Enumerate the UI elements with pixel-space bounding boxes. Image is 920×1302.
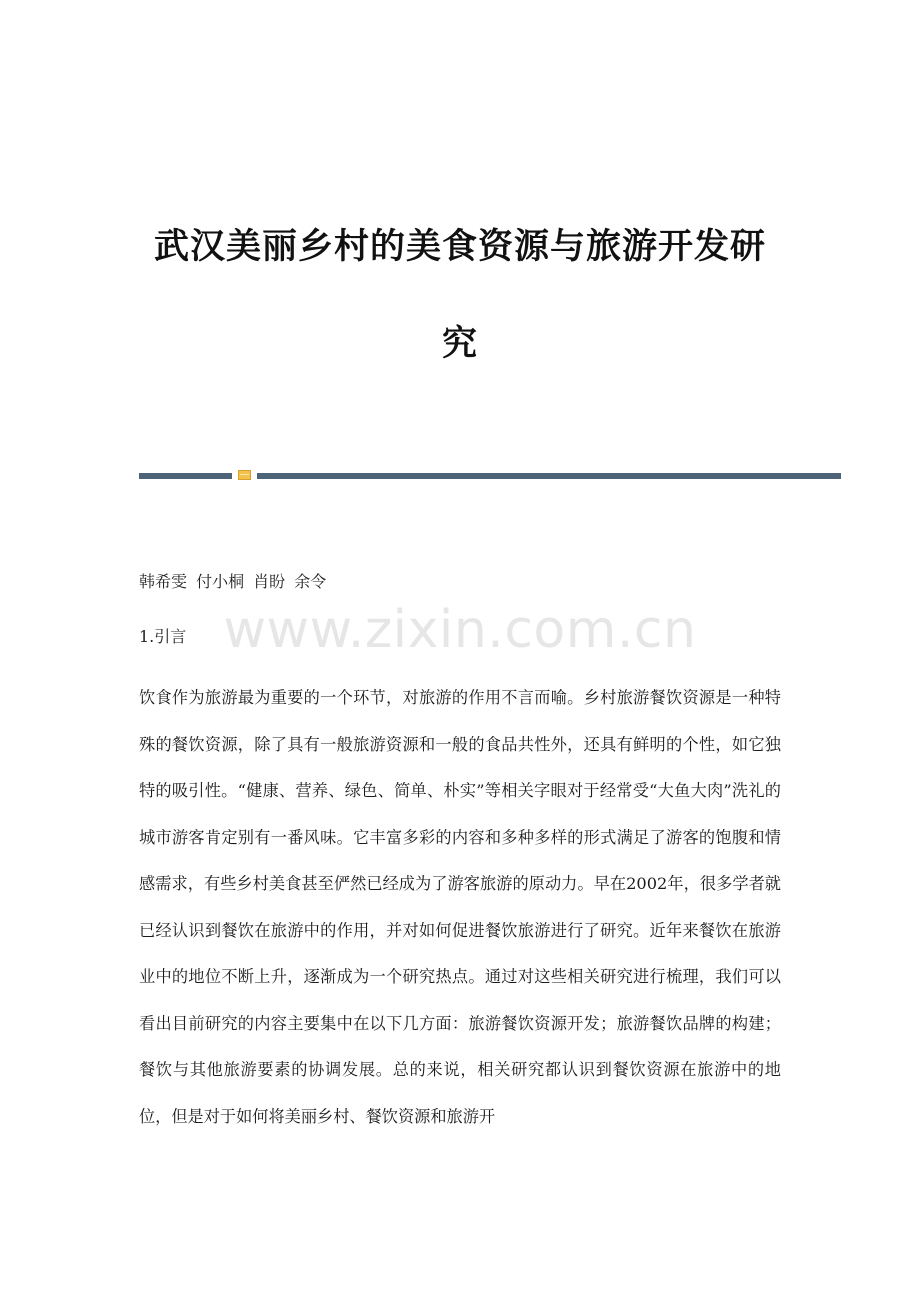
document-title-line-1: 武汉美丽乡村的美食资源与旅游开发研 [153, 227, 766, 267]
mail-icon [238, 470, 251, 480]
section-heading-introduction: 1.引言 [139, 627, 187, 646]
document-title-line-2: 究 [441, 324, 478, 364]
divider-bar-left [139, 473, 232, 479]
watermark: www.zixin.com.cn [223, 600, 697, 660]
title-divider [139, 470, 841, 480]
author-list: 韩希雯 付小桐 肖盼 余令 [139, 572, 327, 591]
divider-bar-right [257, 473, 841, 479]
body-paragraph: 饮食作为旅游最为重要的一个环节，对旅游的作用不言而喻。乡村旅游餐饮资源是一种特殊的餐饮资源，除了具有一般旅游资源和一般的食品共性外，还具有鲜明的个性，如它独特的吸引性。“健康、营养、绿色、简单、朴实”等相关字眼对于经常受“大鱼大肉”洗礼的城市游客肯定别有一番风味。它丰富多彩的内容和多种多样的形式满足了游客的饱腹和情感需求，有些乡村美食甚至俨然已经成为了游客旅游的原动力。早在2002年，很多学者就已经认识到餐饮在旅游中的作用，并对如何促进餐饮旅游进行了研究。近年来餐饮在旅游业中的地位不断上升，逐渐成为一个研究热点。通过对这些相关研究进行梳理，我们可以看出目前研究的内容主要集中在以下几方面：旅游餐饮资源开发；旅游餐饮品牌的构建；餐饮与其他旅游要素的协调发展。总的来说，相关研究都认识到餐饮资源在旅游中的地位，但是对于如何将美丽乡村、餐饮资源和旅游开 [139, 688, 781, 1126]
